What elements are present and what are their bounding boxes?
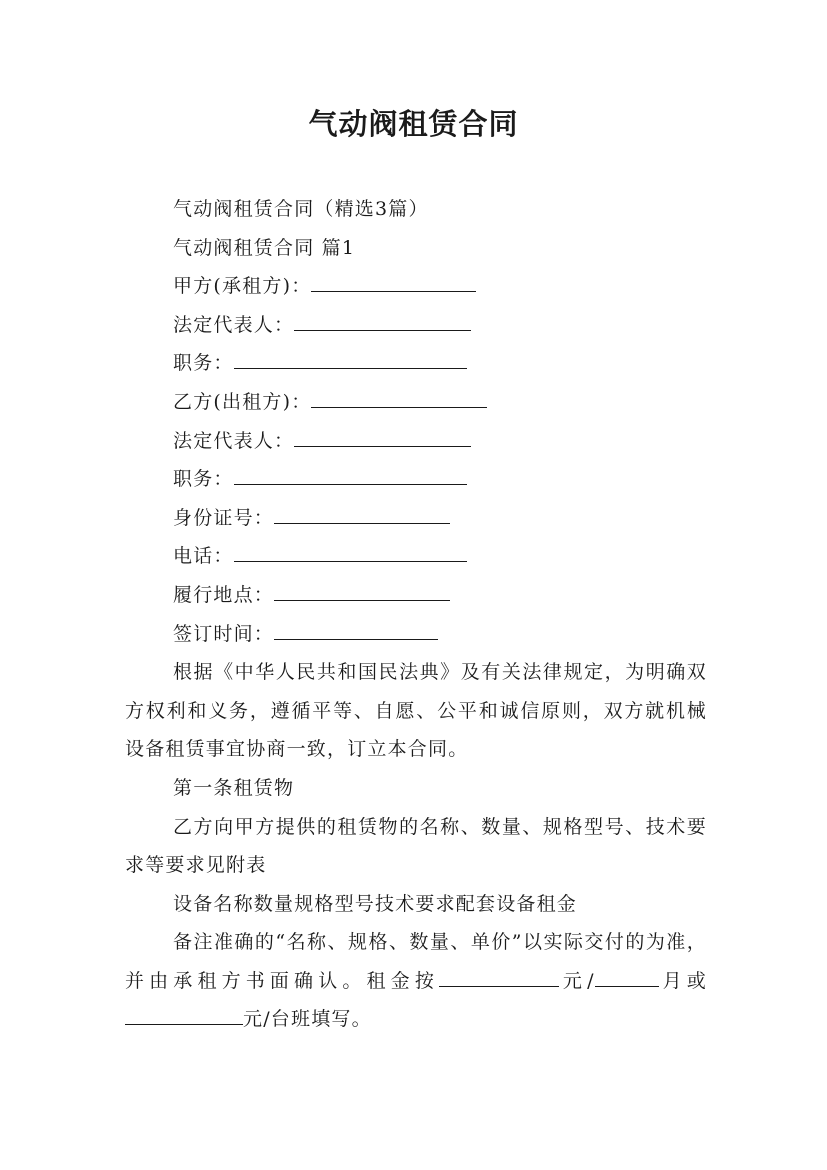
party-a-field xyxy=(125,267,707,306)
position-a-field xyxy=(125,344,707,383)
article1-heading: 第一条租赁物 xyxy=(173,776,295,799)
id-number-label: 身份证号： xyxy=(173,506,275,529)
legal-rep-a-blank xyxy=(294,312,471,331)
party-a-blank xyxy=(311,273,476,292)
intro-paragraph: 根据《中华人民共和国民法典》及有关法律规定，为明确双方权利和义务，遵循平等、自愿、公平和诚信原则，双方就机械设备租赁事宜协商一致，订立本合同。 xyxy=(125,661,707,761)
sign-time-blank xyxy=(274,621,438,640)
month-count-blank xyxy=(595,968,659,987)
phone-blank xyxy=(234,543,467,562)
place-field xyxy=(125,576,707,615)
note-part1: 备注准确的“名称、规格、数量、单价”以实际交付的为准，并由承租方书面确认。租金按 xyxy=(125,931,707,992)
note-part4: 元/台班填写。 xyxy=(243,1008,372,1031)
sign-time-field xyxy=(125,615,707,654)
table-header-line: 设备名称数量规格型号技术要求配套设备租金 xyxy=(173,892,578,915)
document-body xyxy=(125,190,707,1039)
party-b-blank xyxy=(311,389,487,408)
legal-rep-b-label: 法定代表人： xyxy=(173,429,295,452)
rent-per-month-blank xyxy=(439,968,559,987)
legal-rep-a-field xyxy=(125,306,707,345)
document-title: 气动阀租赁合同 xyxy=(308,107,519,141)
position-b-blank xyxy=(234,466,467,485)
position-b-label: 职务： xyxy=(173,468,234,491)
id-number-blank xyxy=(274,505,450,524)
section-heading: 气动阀租赁合同 篇1 xyxy=(173,236,356,259)
sign-time-label: 签订时间： xyxy=(173,622,275,645)
position-a-label: 职务： xyxy=(173,352,234,375)
legal-rep-b-field xyxy=(125,422,707,461)
subtitle: 气动阀租赁合同（精选3篇） xyxy=(173,198,429,220)
party-b-label: 乙方(出租方)： xyxy=(173,390,312,413)
article1-paragraph: 乙方向甲方提供的租赁物的名称、数量、规格型号、技术要求等要求见附表 xyxy=(125,815,707,877)
party-b-field xyxy=(125,383,707,422)
party-a-label: 甲方(承租方)： xyxy=(173,275,312,298)
rent-per-shift-blank xyxy=(125,1006,243,1025)
note-paragraph xyxy=(125,923,707,1039)
phone-field xyxy=(125,537,707,576)
note-part2: 元/ xyxy=(558,969,595,992)
position-a-blank xyxy=(234,350,467,369)
place-label: 履行地点： xyxy=(173,583,275,606)
place-blank xyxy=(274,582,450,601)
legal-rep-b-blank xyxy=(294,428,471,447)
phone-label: 电话： xyxy=(173,545,234,568)
note-part3: 月或 xyxy=(658,969,707,992)
position-b-field xyxy=(125,460,707,499)
id-number-field xyxy=(125,499,707,538)
legal-rep-a-label: 法定代表人： xyxy=(173,313,295,336)
